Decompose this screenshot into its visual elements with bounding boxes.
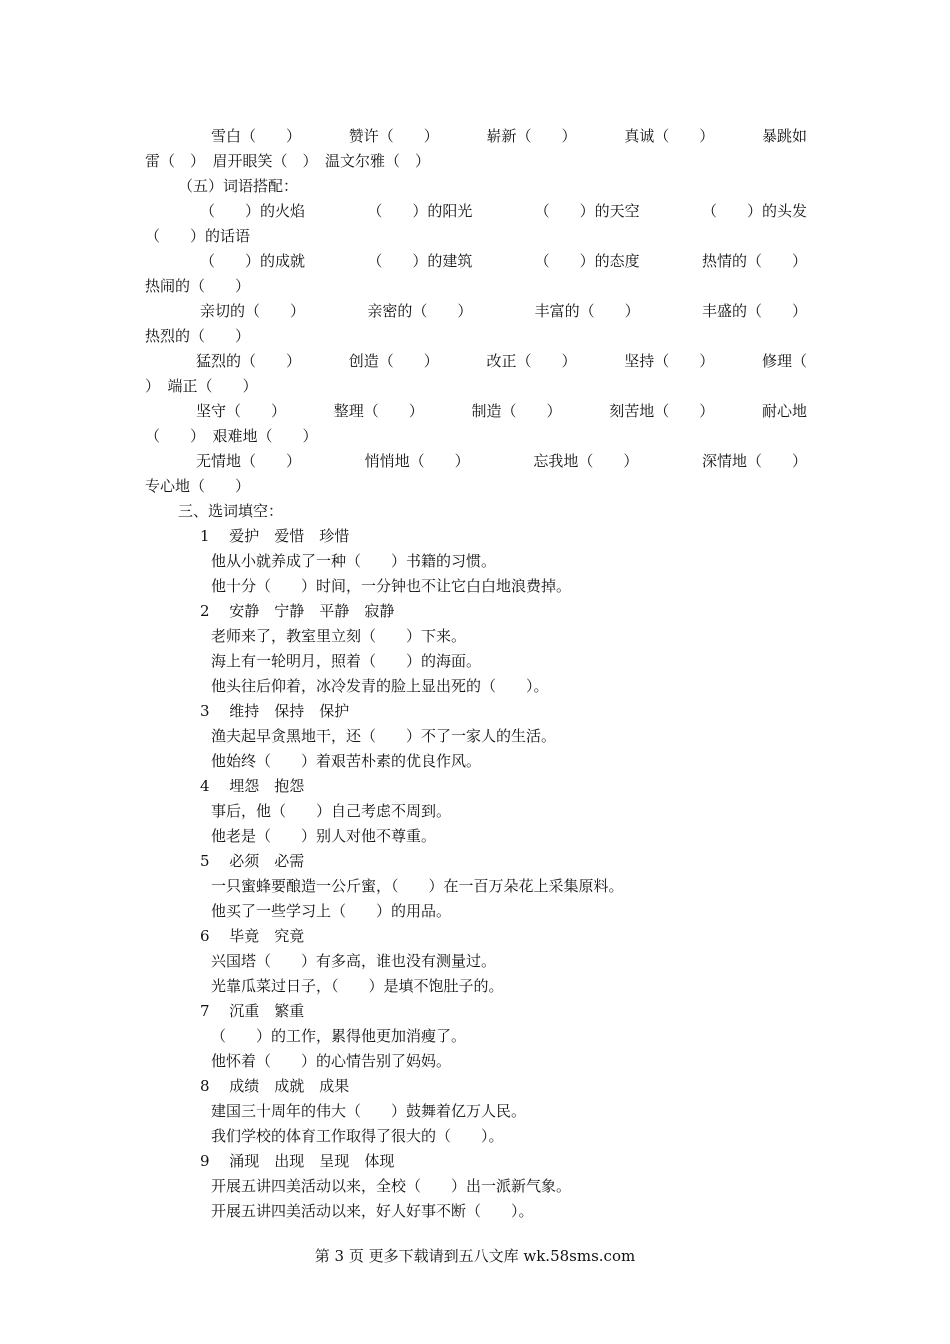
fill-sentence: 我们学校的体育工作取得了很大的（ ）。 (211, 1127, 504, 1145)
collocation-item: 无情地（ ） (196, 452, 302, 470)
word-choice-options: 3 维持 保持 保护 (200, 702, 350, 720)
collocation-continuation: 热闹的（ ） (145, 277, 251, 295)
fill-sentence: 开展五讲四美活动以来，好人好事不断（ ）。 (211, 1202, 534, 1220)
collocation-item: 丰富的（ ） (534, 302, 640, 320)
collocation-item: 耐心地 (761, 402, 807, 420)
collocation-item: 丰盛的（ ） (701, 302, 807, 320)
fill-sentence: 他始终（ ）着艰苦朴素的优良作风。 (211, 752, 482, 770)
word-choice-options: 5 必须 必需 (200, 852, 305, 870)
fill-sentence: 光靠瓜菜过日子，（ ）是填不饱肚子的。 (211, 977, 504, 995)
collocation-continuation: 热烈的（ ） (145, 327, 251, 345)
word-choice-options: 4 埋怨 抱怨 (200, 777, 305, 795)
word-item: 真诚（ ） (624, 127, 715, 145)
word-choice-options: 2 安静 宁静 平静 寂静 (200, 602, 395, 620)
fill-sentence: 他怀着（ ）的心情告别了妈妈。 (211, 1052, 452, 1070)
word-item: 崭新（ ） (486, 127, 577, 145)
fill-sentence: （ ）的工作，累得他更加消瘦了。 (211, 1027, 467, 1045)
collocation-item: （ ）的火焰 (200, 202, 306, 220)
word-choice-options: 7 沉重 繁重 (200, 1002, 305, 1020)
collocation-item: 修理（ (761, 352, 807, 370)
fill-sentence: 老师来了，教室里立刻（ ）下来。 (211, 627, 467, 645)
fill-sentence: 兴国塔（ ）有多高，谁也没有测量过。 (211, 952, 497, 970)
collocation-item: 深情地（ ） (701, 452, 807, 470)
fill-sentence: 他从小就养成了一种（ ）书籍的习惯。 (211, 552, 497, 570)
word-choice-options: 8 成绩 成就 成果 (200, 1077, 350, 1095)
section-title: （五）词语搭配： (178, 177, 299, 195)
collocation-item: 悄悄地（ ） (364, 452, 470, 470)
word-item: 赞许（ ） (348, 127, 439, 145)
word-item: 雪白（ ） (211, 127, 302, 145)
fill-sentence: 一只蜜蜂要酿造一公斤蜜，（ ）在一百万朵花上采集原料。 (211, 877, 624, 895)
collocation-item: 亲密的（ ） (367, 302, 473, 320)
collocation-continuation: 专心地（ ） (145, 477, 251, 495)
collocation-item: 亲切的（ ） (200, 302, 306, 320)
word-choice-options: 1 爱护 爱惜 珍惜 (200, 527, 350, 545)
collocation-item: 猛烈的（ ） (196, 352, 302, 370)
collocation-item: 制造（ ） (471, 402, 562, 420)
collocation-continuation: （ ）的话语 (145, 227, 251, 245)
word-choice-options: 6 毕竟 究竟 (200, 927, 305, 945)
fill-sentence: 他买了一些学习上（ ）的用品。 (211, 902, 452, 920)
fill-sentence: 他头往后仰着，冰冷发青的脸上显出死的（ ）。 (211, 677, 549, 695)
collocation-item: 刻苦地（ ） (609, 402, 715, 420)
fill-sentence: 他十分（ ）时间，一分钟也不让它白白地浪费掉。 (211, 577, 572, 595)
collocation-item: 创造（ ） (348, 352, 439, 370)
word-row-continuation: 雷（ ） 眉开眼笑（ ） 温文尔雅（ ） (145, 152, 431, 170)
fill-sentence: 渔夫起早贪黑地干，还（ ）不了一家人的生活。 (211, 727, 557, 745)
collocation-item: 改正（ ） (486, 352, 577, 370)
collocation-item: 热情的（ ） (701, 252, 807, 270)
collocation-item: （ ）的成就 (200, 252, 306, 270)
collocation-row (200, 251, 807, 271)
collocation-continuation: （ ） 艰难地（ ） (145, 427, 318, 445)
collocation-row (196, 351, 807, 371)
word-item: 暴跳如 (761, 127, 807, 145)
collocation-item: 忘我地（ ） (533, 452, 639, 470)
collocation-row (196, 401, 807, 421)
word-choice-options: 9 涌现 出现 呈现 体现 (200, 1152, 395, 1170)
collocation-item: （ ）的阳光 (367, 202, 473, 220)
collocation-item: （ ）的天空 (534, 202, 640, 220)
section-title: 三、选词填空： (178, 502, 284, 520)
collocation-row (196, 451, 807, 471)
collocation-item: 整理（ ） (333, 402, 424, 420)
collocation-item: 坚持（ ） (624, 352, 715, 370)
word-row (211, 126, 807, 146)
fill-sentence: 他老是（ ）别人对他不尊重。 (211, 827, 437, 845)
collocation-item: （ ）的头发 (701, 202, 807, 220)
collocation-item: （ ）的建筑 (367, 252, 473, 270)
fill-sentence: 建国三十周年的伟大（ ）鼓舞着亿万人民。 (211, 1102, 527, 1120)
fill-sentence: 海上有一轮明月，照着（ ）的海面。 (211, 652, 482, 670)
page-footer: 第 3 页 更多下载请到五八文库 wk.58sms.com (314, 1247, 636, 1265)
fill-sentence: 开展五讲四美活动以来，全校（ ）出一派新气象。 (211, 1177, 572, 1195)
collocation-item: 坚守（ ） (196, 402, 287, 420)
collocation-row (200, 201, 807, 221)
collocation-continuation: ） 端正（ ） (145, 377, 258, 395)
collocation-item: （ ）的态度 (534, 252, 640, 270)
collocation-row (200, 301, 807, 321)
fill-sentence: 事后，他（ ）自己考虑不周到。 (211, 802, 452, 820)
